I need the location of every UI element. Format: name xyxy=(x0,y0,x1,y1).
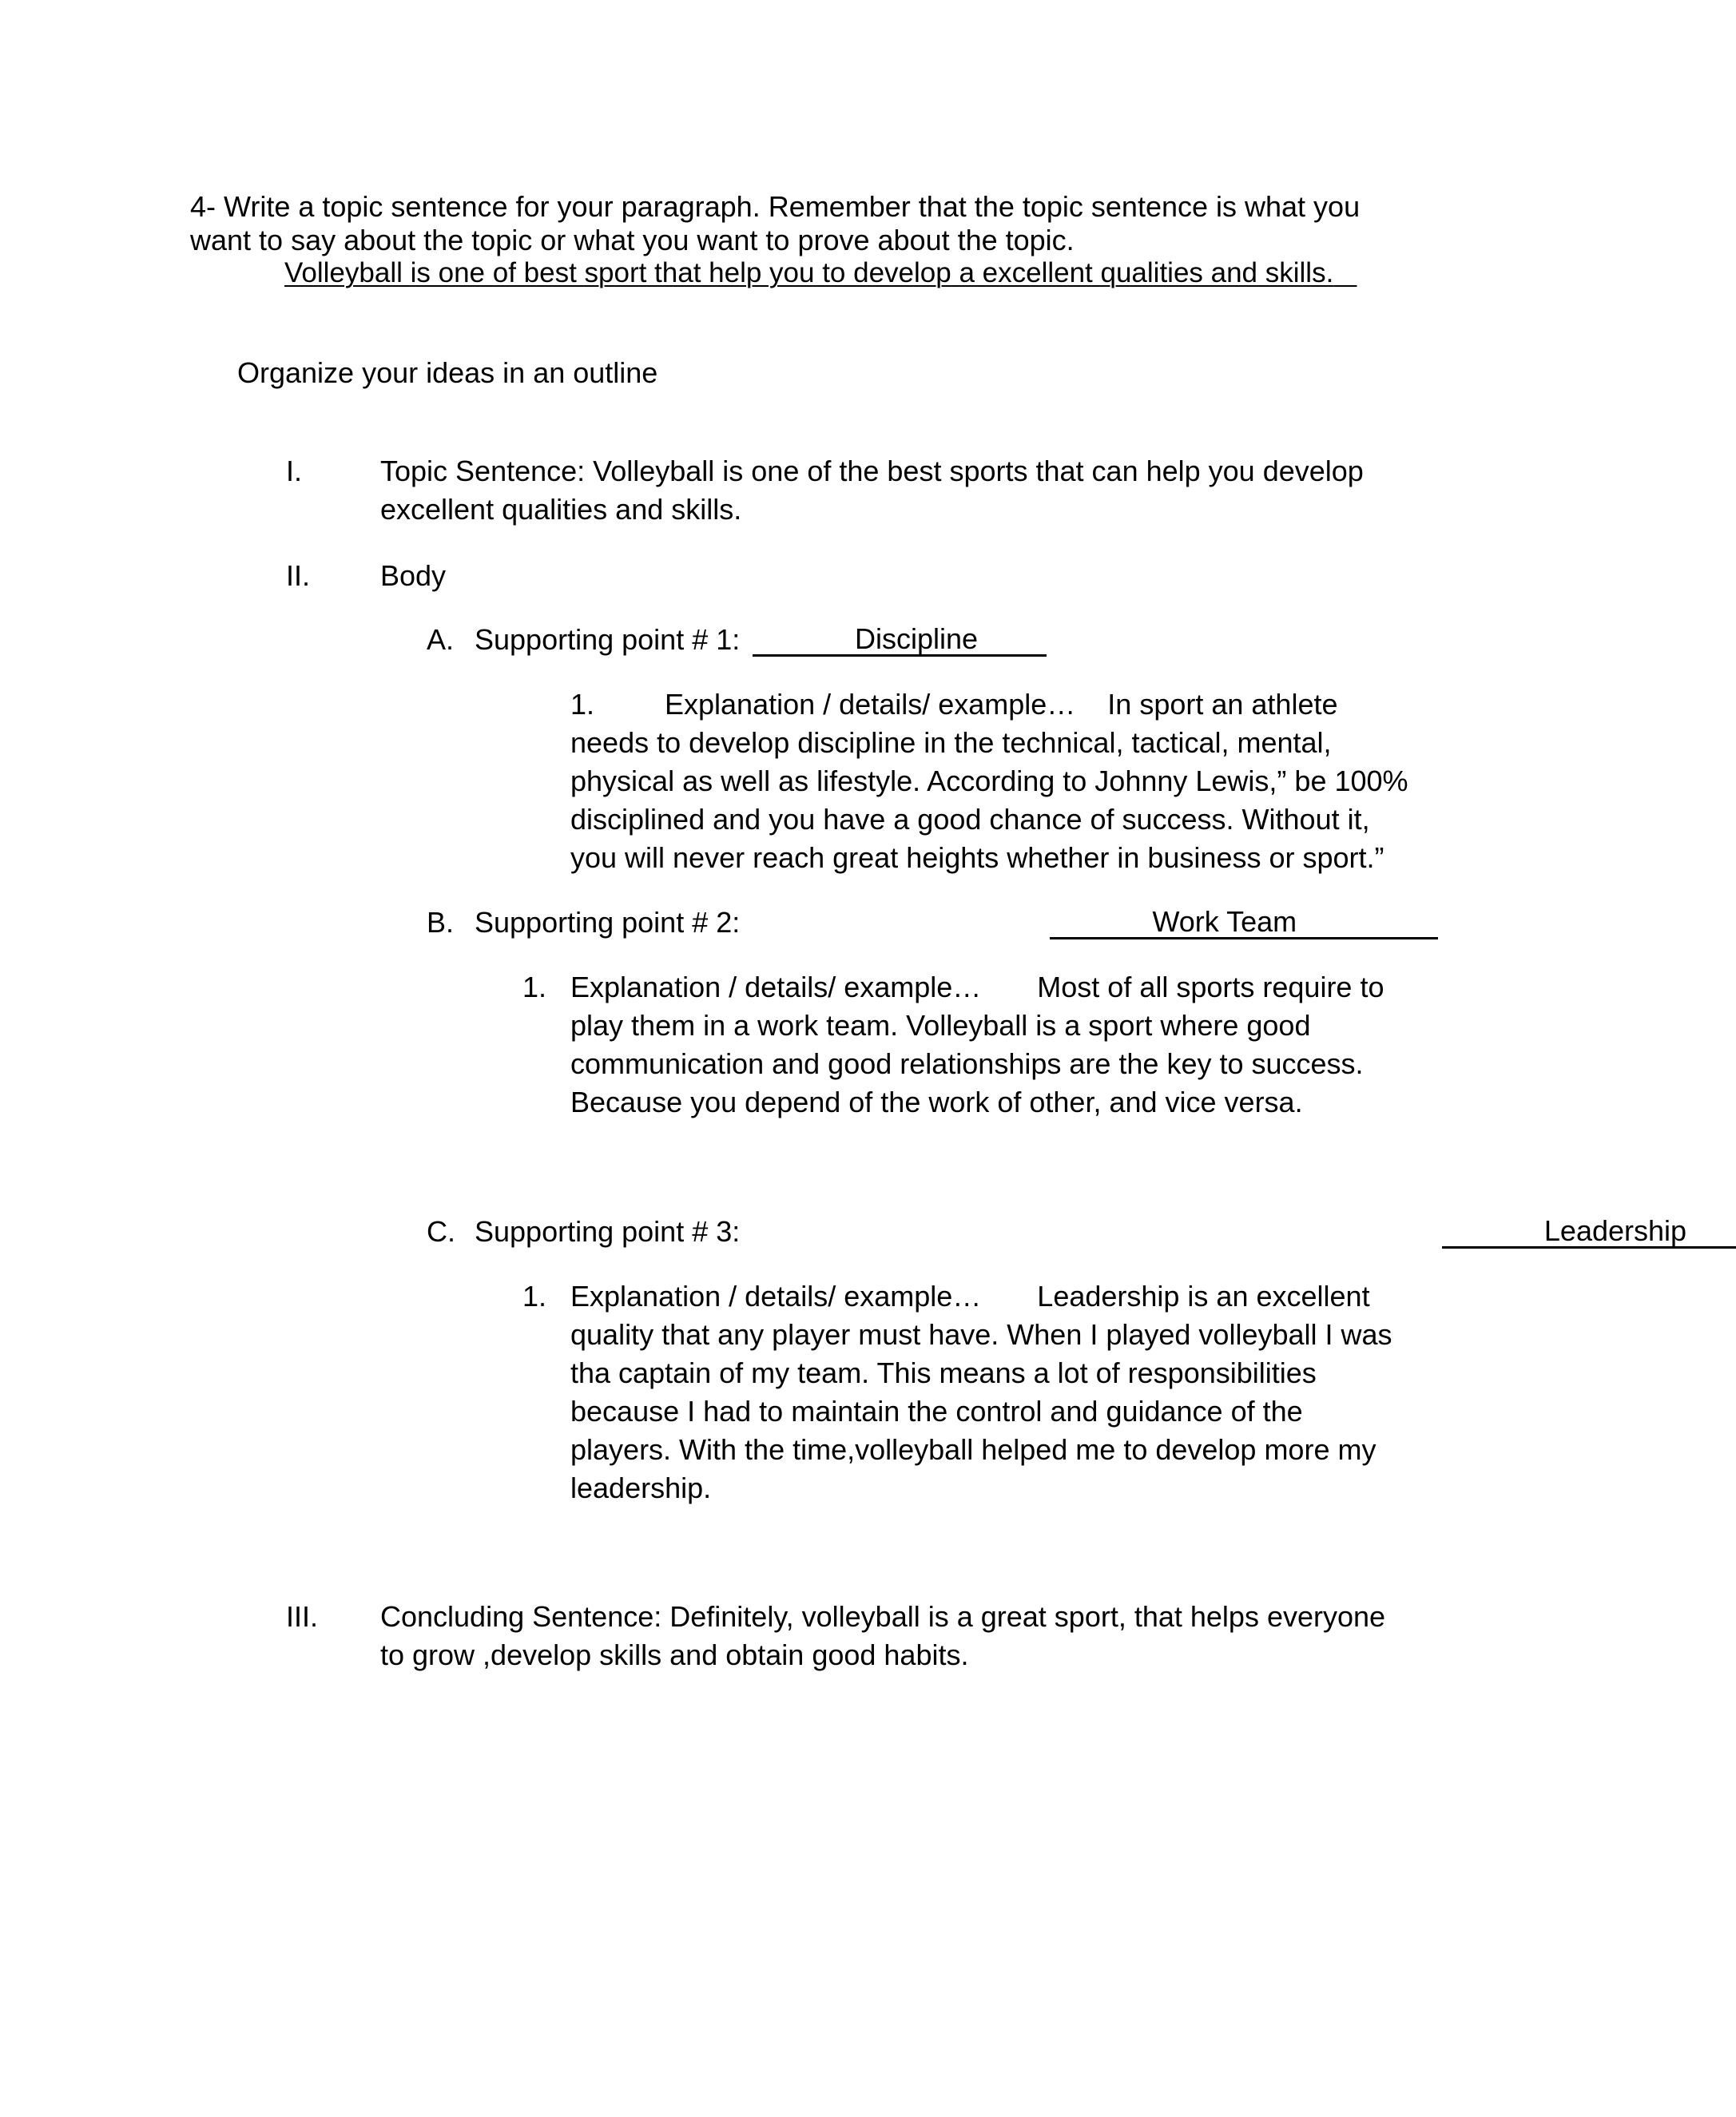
section-ii-label: Body xyxy=(380,559,447,592)
section-i-line-1: Topic Sentence: Volleyball is one of the best sports that can help you develop xyxy=(380,455,1364,487)
point-a-detail-line-2: needs to develop discipline in the technical, tactical, mental, xyxy=(570,726,1332,759)
section-iii-numeral: III. xyxy=(286,1600,319,1633)
point-a-detail-number: 1. xyxy=(570,688,595,721)
point-b-detail-line-2: play them in a work team. Volleyball is a sport where good xyxy=(570,1009,1311,1042)
point-c-detail-line-1: Explanation / details/ example… Leadership is an excellent xyxy=(570,1280,1370,1313)
point-b-blank xyxy=(1050,905,1438,939)
point-c-detail-line-2: quality that any player must have. When I played volleyball I was xyxy=(570,1318,1392,1351)
section-i-line-2: excellent qualities and skills. xyxy=(380,493,742,526)
point-b-value: Work Team xyxy=(1152,905,1297,938)
point-c-label: Supporting point # 3: xyxy=(475,1215,741,1248)
point-a-label: Supporting point # 1: xyxy=(475,623,741,656)
point-c-letter: C. xyxy=(427,1215,455,1248)
point-a-blank xyxy=(753,622,1047,657)
point-c-detail-line-3: tha captain of my team. This means a lot of responsibilities xyxy=(570,1356,1317,1389)
topic-sentence-answer-text: Volleyball is one of best sport that help you to develop a excellent qualities and skills. xyxy=(284,257,1334,288)
section-ii-numeral: II. xyxy=(286,559,311,592)
section-i-numeral: I. xyxy=(286,455,303,487)
point-a-detail-line-1: Explanation / details/ example… In sport an athlete xyxy=(665,688,1338,721)
topic-sentence-answer xyxy=(284,256,1422,290)
point-a-letter: A. xyxy=(427,623,455,656)
point-a-detail-line-5: you will never reach great heights whether in business or sport.” xyxy=(570,841,1384,874)
point-c-detail-line-6: leadership. xyxy=(570,1472,712,1504)
question-line-1: 4- Write a topic sentence for your paragraph. Remember that the topic sentence is what you xyxy=(190,190,1361,223)
section-iii-line-2: to grow ,develop skills and obtain good habits. xyxy=(380,1638,969,1671)
point-c-blank xyxy=(1442,1214,1736,1249)
point-b-letter: B. xyxy=(427,906,455,939)
point-b-detail-line-4: Because you depend of the work of other, and vice versa. xyxy=(570,1086,1303,1118)
point-c-detail-line-4: because I had to maintain the control and guidance of the xyxy=(570,1395,1303,1428)
section-iii-line-1: Concluding Sentence: Definitely, volleyball is a great sport, that helps everyone xyxy=(380,1600,1386,1633)
outline-heading: Organize your ideas in an outline xyxy=(237,356,658,389)
point-a-detail-line-3: physical as well as lifestyle. According to Johnny Lewis,” be 100% xyxy=(570,765,1408,797)
point-b-detail-number: 1. xyxy=(522,971,547,1003)
point-b-label: Supporting point # 2: xyxy=(475,906,741,939)
question-line-2: want to say about the topic or what you want to prove about the topic. xyxy=(190,224,1075,256)
point-c-detail-number: 1. xyxy=(522,1280,547,1313)
point-a-detail-line-4: disciplined and you have a good chance of success. Without it, xyxy=(570,803,1370,836)
point-c-value: Leadership xyxy=(1543,1214,1687,1247)
point-a-value: Discipline xyxy=(855,622,979,655)
point-c-detail-line-5: players. With the time,volleyball helped me to develop more my xyxy=(570,1433,1376,1466)
point-b-detail-line-1: Explanation / details/ example… Most of all sports require to xyxy=(570,971,1384,1003)
point-b-detail-line-3: communication and good relationships are the key to success. xyxy=(570,1047,1364,1080)
